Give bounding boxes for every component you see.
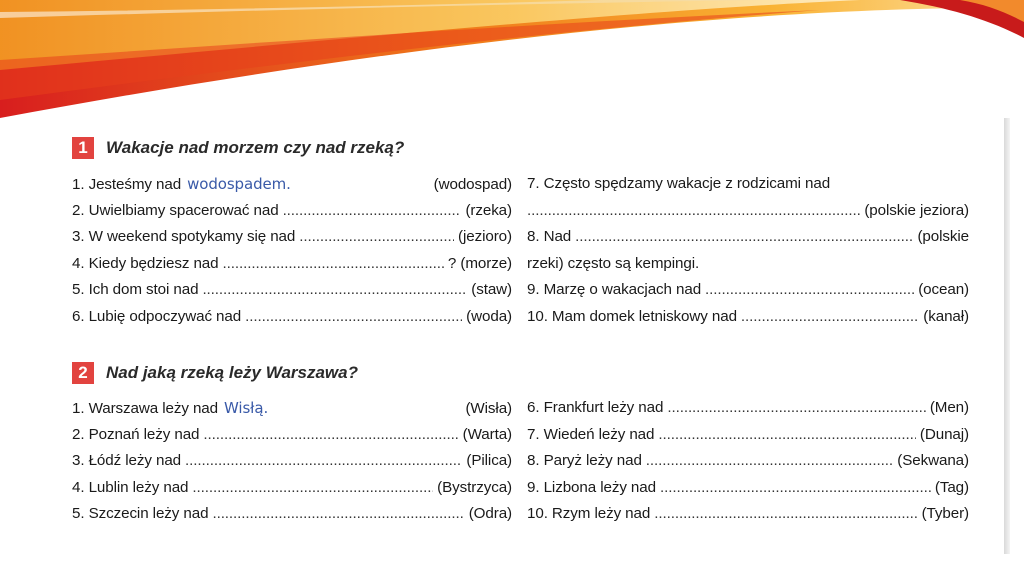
sentence-text: 6. Lubię odpoczywać nad [72, 307, 242, 325]
exercise-line [72, 308, 512, 335]
section-2-right-column [527, 399, 969, 532]
exercise-line [527, 399, 969, 426]
exercise-line [527, 281, 969, 308]
exercise-line [72, 399, 512, 426]
section-number-badge: 1 [72, 137, 94, 159]
section-title: Nad jaką rzeką leży Warszawa? [106, 363, 358, 382]
word-hint: (wodospad) [433, 176, 512, 193]
word-hint: (Pilica) [466, 452, 512, 469]
word-hint: (woda) [466, 307, 512, 325]
blank-dots [203, 426, 458, 443]
sentence-text: 5. Szczecin leży nad [72, 505, 209, 522]
decorative-banner [0, 0, 1024, 130]
word-hint: (ocean) [918, 281, 969, 298]
word-hint: (Sekwana) [897, 452, 969, 469]
blank-dots [658, 426, 916, 443]
exercise-line [527, 505, 969, 532]
exercise-line [72, 228, 512, 255]
blank-dots [667, 399, 925, 416]
exercise-line [72, 202, 512, 229]
section-1-right-column [527, 175, 969, 334]
blank-dots [202, 281, 467, 298]
word-hint: (rzeka) [465, 201, 512, 219]
section-2-header [72, 362, 358, 384]
exercise-line [527, 452, 969, 479]
word-hint: (Dunaj) [919, 425, 969, 443]
word-hint: (staw) [471, 281, 512, 298]
exercise-line [527, 308, 969, 335]
exercise-line [72, 255, 512, 282]
exercise-line [72, 426, 512, 453]
word-hint: (polskie jeziora) [864, 201, 969, 219]
section-number-badge: 2 [72, 362, 94, 384]
blank-dots [283, 202, 462, 219]
exercise-line [72, 175, 512, 202]
filled-answer: Wisłą. [224, 399, 269, 417]
sentence-text: 2. Uwielbiamy spacerować nad [72, 201, 279, 219]
section-1-header [72, 137, 404, 159]
word-hint: (Tag) [934, 478, 969, 496]
sentence-text: 9. Lizbona leży nad [527, 478, 656, 496]
blank-dots [299, 228, 454, 245]
sentence-text: 7. Wiedeń leży nad [527, 425, 655, 443]
blank-dots [660, 479, 931, 496]
exercise-line [527, 228, 969, 255]
blank-dots [223, 255, 444, 272]
sentence-text: 3. W weekend spotykamy się nad [72, 228, 296, 245]
blank-dots [741, 308, 919, 325]
section-title: Wakacje nad morzem czy nad rzeką? [106, 138, 405, 157]
blank-dots [575, 228, 913, 245]
exercise-line [72, 281, 512, 308]
section-1-left-column [72, 175, 512, 334]
sentence-text: 4. Kiedy będziesz nad [72, 254, 219, 272]
blank-dots [192, 479, 433, 496]
exercise-line [72, 505, 512, 532]
sentence-text: 6. Frankfurt leży nad [527, 399, 664, 416]
word-hint: (Warta) [462, 425, 512, 443]
exercise-line [72, 479, 512, 506]
sentence-text: 3. Łódź leży nad [72, 452, 182, 469]
exercise-line [527, 202, 969, 229]
sentence-text: 2. Poznań leży nad [72, 425, 200, 443]
sentence-text: 10. Rzym leży nad [527, 505, 651, 522]
sentence-text: 9. Marzę o wakacjach nad [527, 281, 702, 298]
blank-dots [646, 452, 894, 469]
word-hint: (polskie [917, 228, 969, 245]
sentence-text: 4. Lublin leży nad [72, 478, 189, 496]
blank-dots [245, 308, 462, 325]
exercise-line [72, 452, 512, 479]
word-hint: (Men) [929, 399, 969, 416]
word-hint: (Bystrzyca) [437, 478, 512, 496]
blank-dots [185, 452, 462, 469]
blank-dots [212, 505, 464, 522]
sentence-text: 10. Mam domek letniskowy nad [527, 307, 737, 325]
filled-answer: wodospadem. [187, 175, 291, 193]
sentence-text: 5. Ich dom stoi nad [72, 281, 199, 298]
sentence-text: 8. Paryż leży nad [527, 452, 642, 469]
sentence-text: 8. Nad [527, 228, 572, 245]
exercise-line [527, 255, 969, 282]
sentence-text: 1. Jesteśmy nad [72, 176, 182, 193]
blank-dots [654, 505, 917, 522]
blank-dots [527, 202, 860, 219]
sentence-text: 1. Warszawa leży nad [72, 400, 218, 417]
exercise-line [527, 426, 969, 453]
sentence-text: 7. Często spędzamy wakacje z rodzicami nad [527, 175, 831, 192]
blank-dots [705, 281, 914, 298]
page-edge-shadow [1004, 118, 1010, 554]
word-hint: (kanał) [923, 307, 969, 325]
word-hint: (Wisła) [465, 400, 512, 417]
word-hint: ? (morze) [447, 254, 512, 272]
word-hint: (Odra) [468, 505, 512, 522]
word-hint: (jezioro) [458, 228, 512, 245]
exercise-line [527, 175, 969, 202]
section-2-left-column [72, 399, 512, 532]
exercise-line [527, 479, 969, 506]
word-hint: (Tyber) [921, 505, 969, 522]
sentence-text: rzeki) często są kempingi. [527, 254, 700, 272]
